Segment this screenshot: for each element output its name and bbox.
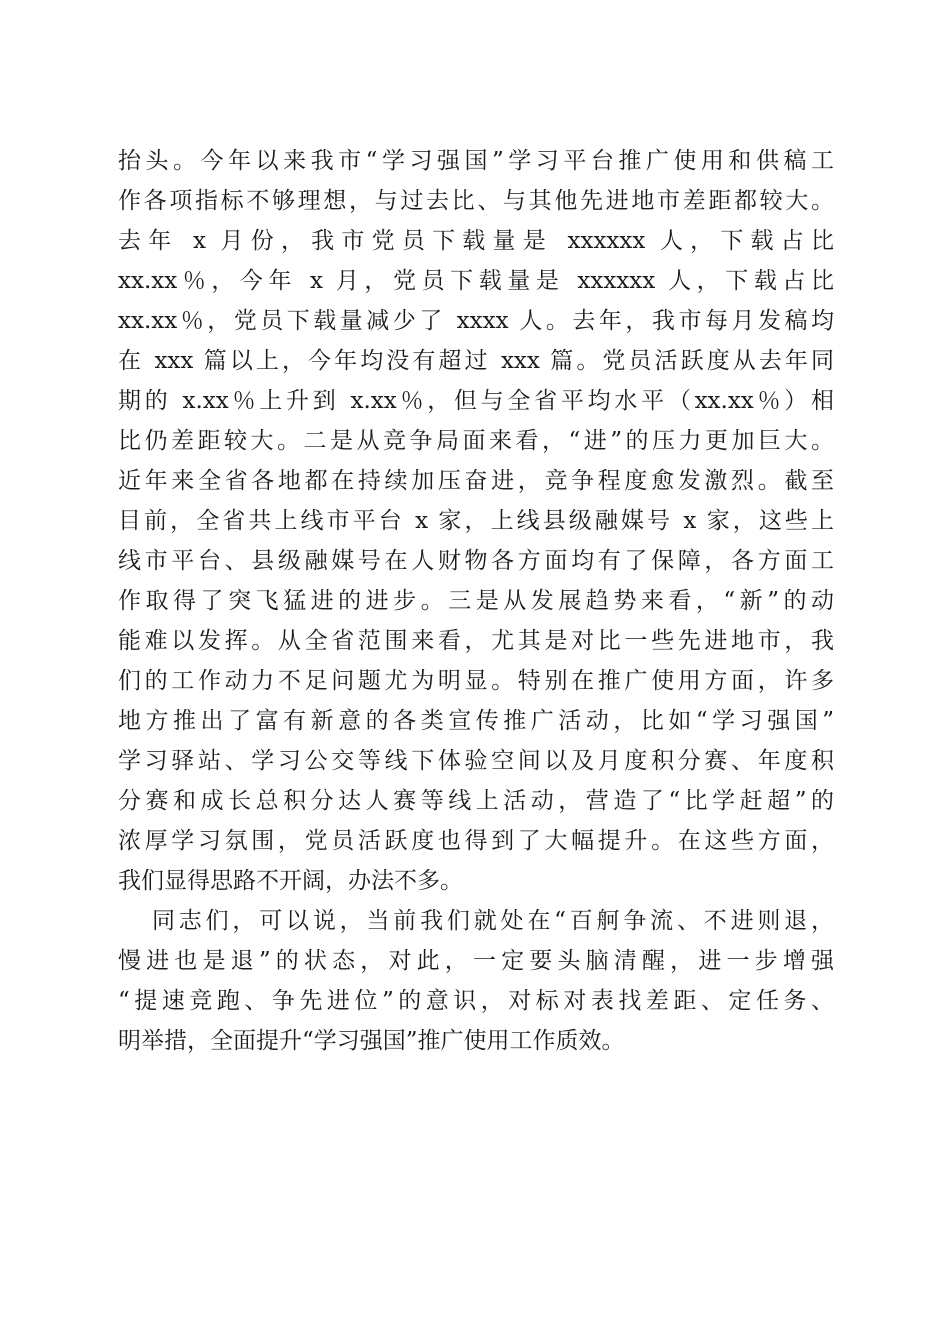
text-line: 能难以发挥。从全省范围来看，尤其是对比一些先进地市，我 [118, 628, 834, 654]
text-line: 近年来全省各地都在持续加压奋进，竞争程度愈发激烈。截至 [118, 468, 834, 494]
text-line: xx.xx％，党员下载量减少了 xxxx 人。去年，我市每月发稿均 [118, 308, 834, 334]
text-line: 地方推出了富有新意的各类宣传推广活动，比如“学习强国” [118, 708, 834, 734]
text-line: 抬头。今年以来我市“学习强国”学习平台推广使用和供稿工 [118, 148, 834, 174]
text-line: 去年 x 月份，我市党员下载量是 xxxxxx 人，下载占比 [118, 228, 834, 254]
text-line: 分赛和成长总积分达人赛等线上活动，营造了“比学赶超”的 [118, 788, 834, 814]
text-line: 作取得了突飞猛进的进步。三是从发展趋势来看，“新”的动 [118, 588, 834, 614]
text-line: 同志们，可以说，当前我们就处在“百舸争流、不进则退， [152, 908, 834, 934]
text-line: 比仍差距较大。二是从竞争局面来看，“进”的压力更加巨大。 [118, 428, 834, 454]
document-body [118, 141, 834, 1061]
text-line: “提速竞跑、争先进位”的意识，对标对表找差距、定任务、 [118, 988, 834, 1014]
text-line: xx.xx％，今年 x 月，党员下载量是 xxxxxx 人，下载占比 [118, 268, 834, 294]
text-line: 我们显得思路不开阔，办法不多。 [118, 868, 463, 894]
paragraph-2 [118, 901, 834, 1061]
text-line: 目前，全省共上线市平台 x 家，上线县级融媒号 x 家，这些上 [118, 508, 834, 534]
text-line: 浓厚学习氛围，党员活跃度也得到了大幅提升。在这些方面， [118, 828, 834, 854]
text-line: 线市平台、县级融媒号在人财物各方面均有了保障，各方面工 [118, 548, 834, 574]
text-line: 学习驿站、学习公交等线下体验空间以及月度积分赛、年度积 [118, 748, 834, 774]
text-line: 明举措，全面提升“学习强国”推广使用工作质效。 [118, 1028, 625, 1054]
text-line: 期的 x.xx％上升到 x.xx％，但与全省平均水平（xx.xx％）相 [118, 388, 834, 414]
paragraph-1 [118, 141, 834, 901]
text-line: 在 xxx 篇以上，今年均没有超过 xxx 篇。党员活跃度从去年同 [118, 348, 834, 374]
text-line: 作各项指标不够理想，与过去比、与其他先进地市差距都较大。 [118, 188, 834, 214]
text-line: 们的工作动力不足问题尤为明显。特别在推广使用方面，许多 [118, 668, 834, 694]
text-line: 慢进也是退”的状态，对此，一定要头脑清醒，进一步增强 [118, 948, 834, 974]
